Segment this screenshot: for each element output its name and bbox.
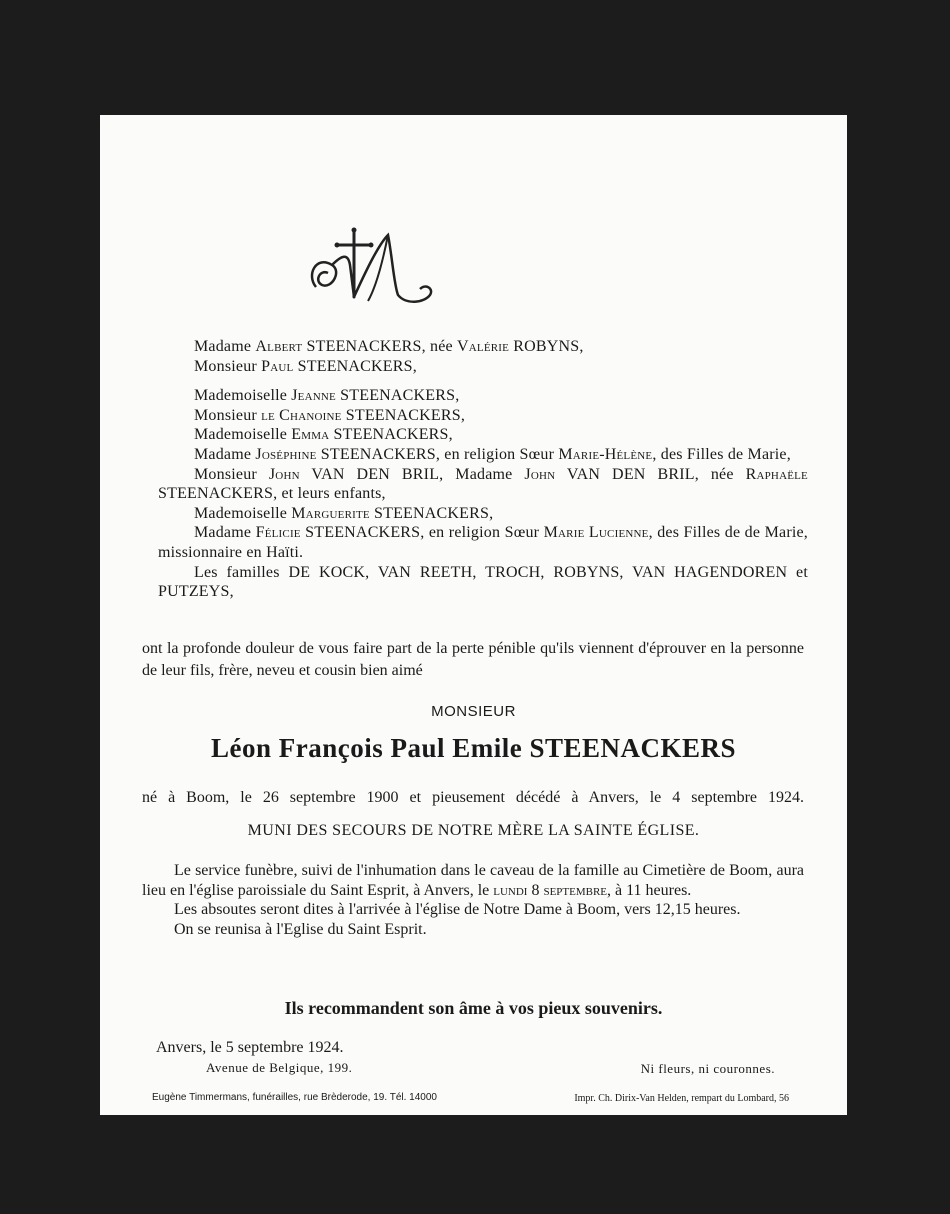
funeral-director-footer: Eugène Timmermans, funérailles, rue Brèderode, 19. Tél. 14000 <box>152 1092 437 1103</box>
date-line: Anvers, le 5 septembre 1924. <box>156 1039 344 1056</box>
service-paragraph: Le service funèbre, suivi de l'inhumation dans le caveau de la famille au Cimetière de Boom, aura lieu en l'église paroissiale du Saint Esprit, à Anvers, le lundi 8 septembre, à 11 heures. <box>142 862 804 899</box>
printer-footer: Impr. Ch. Dirix-Van Helden, rempart du Lombard, 56 <box>574 1093 789 1104</box>
mourner-line: Monsieur Paul STEENACKERS, <box>194 357 417 375</box>
address-line: Avenue de Belgique, 199. <box>206 1060 353 1075</box>
mourner-line: Monsieur le Chanoine STEENACKERS, <box>194 406 466 424</box>
recommendation-line: Ils recommandent son âme à vos pieux souvenirs. <box>284 998 663 1018</box>
mourner-line: Madame Joséphine STEENACKERS, en religion Sœur Marie-Hélène, des Filles de Marie, <box>194 445 791 463</box>
deceased-name: Léon François Paul Emile STEENACKERS <box>210 733 737 763</box>
no-flowers-note: Ni fleurs, ni couronnes. <box>640 1061 775 1076</box>
mourner-line: Mademoiselle Marguerite STEENACKERS, <box>194 504 494 522</box>
absolution-paragraph: Les absoutes seront dites à l'arrivée à l'église de Notre Dame à Boom, vers 12,15 heures. <box>174 901 741 919</box>
mourner-line: Monsieur John VAN DEN BRIL, Madame John VAN DEN BRIL, née Raphaële STEENACKERS, et leurs enfants, <box>158 465 808 503</box>
monsieur-label: MONSIEUR <box>431 703 516 720</box>
mourner-line: Les familles DE KOCK, VAN REETH, TROCH, ROBYNS, VAN HAGENDOREN et PUTZEYS, <box>158 563 808 601</box>
death-notice-card <box>100 115 847 1115</box>
mourner-line: Mademoiselle Jeanne STEENACKERS, <box>194 387 460 405</box>
mourner-line: Mademoiselle Emma STEENACKERS, <box>194 426 453 444</box>
announcement-text: ont la profonde douleur de vous faire part de la perte pénible qu'ils viennent d'éprouver en la personne de leur fils, frère, neveu et cousin bien aimé <box>142 640 804 679</box>
gathering-paragraph: On se reunisa à l'Eglise du Saint Esprit. <box>174 920 427 938</box>
mourners-list <box>158 337 808 602</box>
cross-monogram-icon <box>302 225 442 310</box>
mourner-line: Madame Félicie STEENACKERS, en religion Sœur Marie Lucienne, des Filles de de Marie, missionnaire en Haïti. <box>158 524 809 561</box>
service-details <box>142 861 804 939</box>
birth-death-line: né à Boom, le 26 septembre 1900 et pieusement décédé à Anvers, le 4 septembre 1924. <box>142 789 804 806</box>
sacraments-line: MUNI DES SECOURS DE NOTRE MÈRE LA SAINTE ÉGLISE. <box>247 822 700 839</box>
mourner-line: Madame Albert STEENACKERS, née Valérie ROBYNS, <box>194 338 584 355</box>
